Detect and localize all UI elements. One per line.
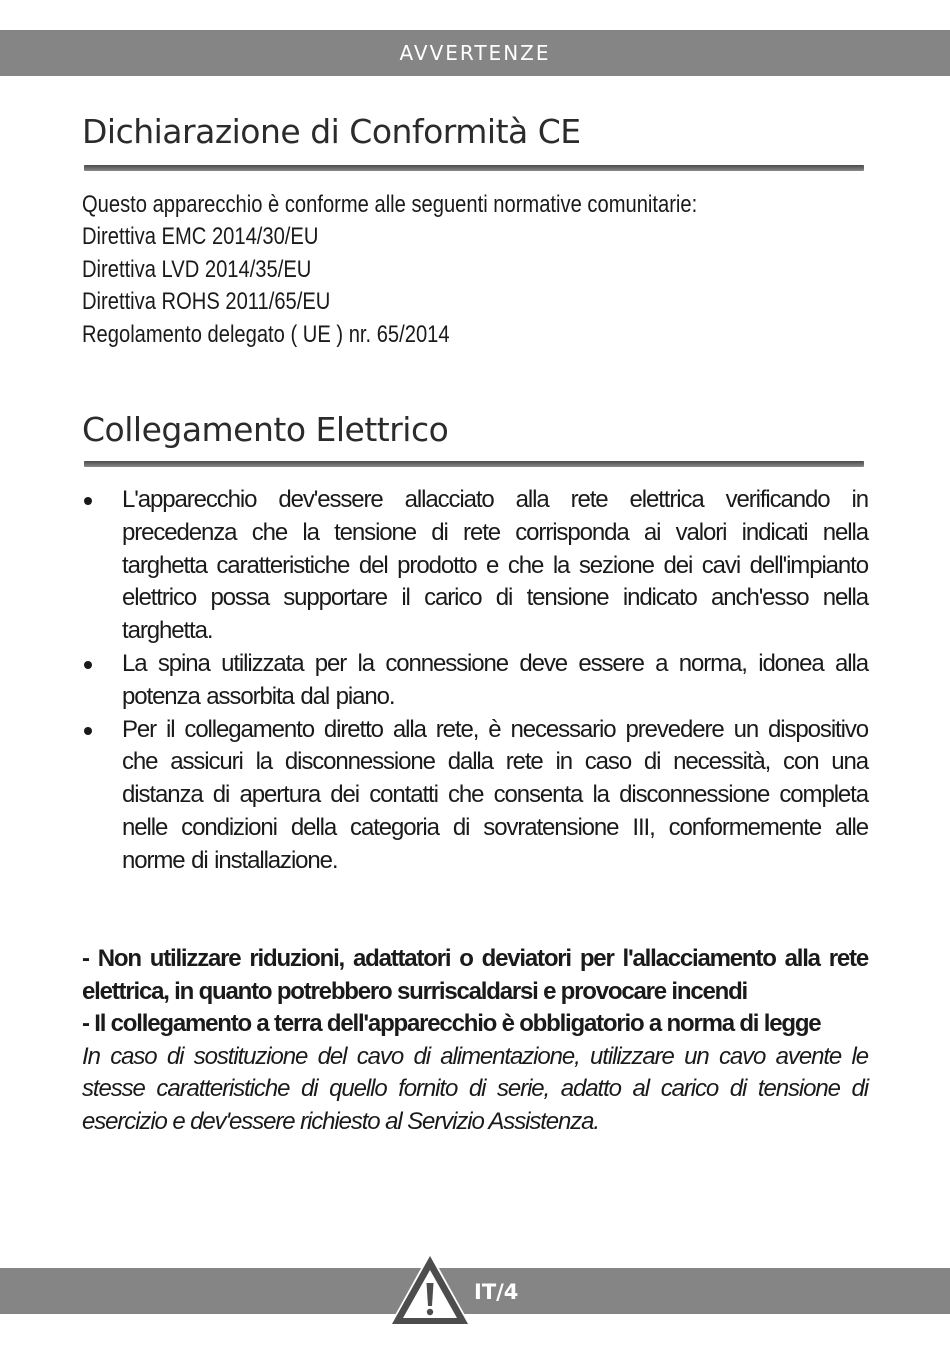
ce-intro-line: Questo apparecchio è conforme alle seguenti normative comunitarie:	[82, 191, 698, 218]
bullet-text: La spina utilizzata per la connessione deve essere a norma, idonea alla potenza assorbita dal piano.	[122, 649, 868, 710]
bullet-icon	[84, 497, 92, 505]
electrical-bullet-list	[82, 484, 868, 878]
list-item	[82, 484, 868, 648]
ce-directive-rohs: Direttiva ROHS 2011/65/EU	[82, 288, 331, 316]
cable-replacement-note: In caso di sostituzione del cavo di alimentazione, utilizzare un cavo avente le stesse caratteristiche di quello fornito di serie, adatto al carico di tensione di esercizio e dev'essere richiesto al Servizio Assistenza.	[82, 1042, 868, 1135]
ce-declaration-text	[82, 189, 872, 351]
electrical-title-rule	[84, 461, 864, 467]
ce-title-rule	[84, 165, 864, 171]
header-title: AVVERTENZE	[399, 41, 551, 65]
ce-section-title: Dichiarazione di Conformità CE	[82, 112, 581, 151]
list-item	[82, 714, 868, 878]
warning-no-adapters: - Non utilizzare riduzioni, adattatori o deviatori per l'allacciamento alla rete elettrica, in quanto potrebbero surriscaldarsi e provocare incendi	[82, 945, 868, 1005]
ce-directive-lvd: Direttiva LVD 2014/35/EU	[82, 255, 312, 283]
bullet-icon	[84, 661, 92, 669]
page-number: IT/4	[474, 1280, 519, 1304]
ce-regulation-line: Regolamento delegato ( UE ) nr. 65/2014	[82, 320, 450, 348]
electrical-section-title: Collegamento Elettrico	[82, 410, 449, 449]
bullet-text: L'apparecchio dev'essere allacciato alla rete elettrica verificando in precedenza che la tensione di rete corrisponda ai valori indicati nella targhetta caratteristiche del prodotto e che la sezione dei cavi dell'impianto elettrico possa supportare il carico di tensione indicato anch'esso nella targhetta.	[122, 486, 868, 645]
bullet-text: Per il collegamento diretto alla rete, è necessario prevedere un dispositivo che assicuri la disconnessione dalla rete in caso di necessità, con una distanza di apertura dei contatti che consenta la disconnessione completa nelle condizioni della categoria di sovratensione III, conformemente alle norme di installazione.	[122, 715, 868, 874]
page-header	[0, 30, 950, 76]
warnings-block	[82, 943, 868, 1138]
warning-earthing: - Il collegamento a terra dell'apparecchio è obbligatorio a norma di legge	[82, 1010, 821, 1037]
ce-directive-emc: Direttiva EMC 2014/30/EU	[82, 223, 319, 251]
list-item	[82, 648, 868, 714]
warning-triangle-icon	[387, 1250, 473, 1328]
bullet-icon	[84, 727, 92, 735]
